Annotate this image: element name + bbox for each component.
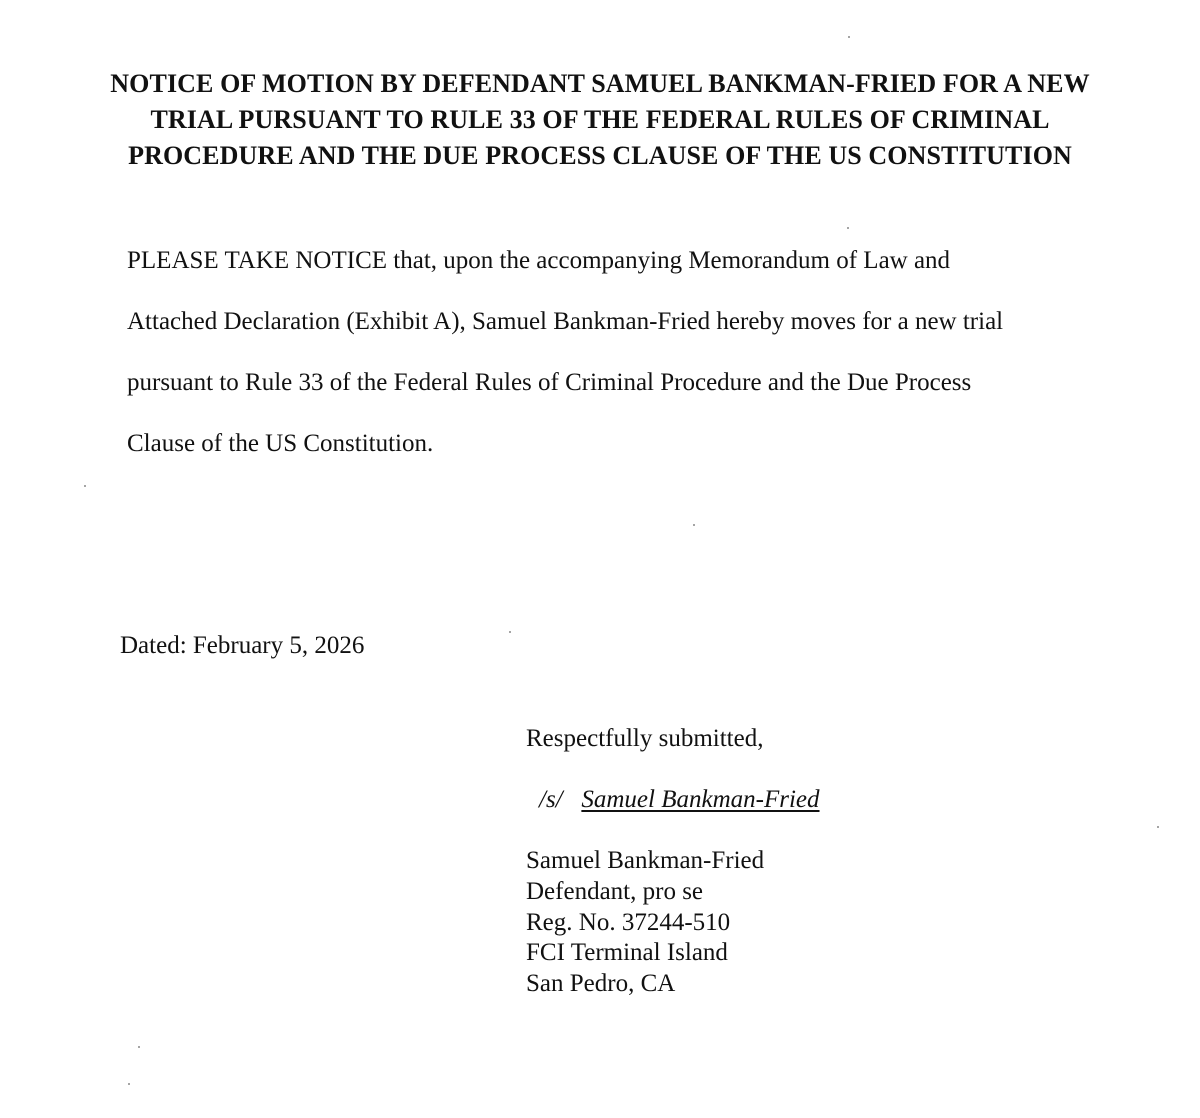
scan-speck [693,524,695,526]
document-title [40,66,1160,174]
signer-reg-no: Reg. No. 37244-510 [526,908,731,936]
dated-line: Dated: February 5, 2026 [120,632,365,659]
signer-block [526,846,764,1000]
scan-speck [128,1083,130,1085]
title-line-3: PROCEDURE AND THE DUE PROCESS CLAUSE OF THE US CONSTITUTION [128,141,1072,170]
signer-location: San Pedro, CA [526,970,676,998]
signature-prefix: /s/ [539,786,563,813]
body-line-1: PLEASE TAKE NOTICE that, upon the accompanying Memorandum of Law and [127,247,951,274]
closing-line: Respectfully submitted, [526,725,764,752]
body-line-4: Clause of the US Constitution. [127,430,434,457]
signer-facility: FCI Terminal Island [526,939,728,967]
title-line-2: TRIAL PURSUANT TO RULE 33 OF THE FEDERAL RULES OF CRIMINAL [150,105,1050,134]
scan-speck [847,227,849,229]
signature-space [569,786,575,813]
scan-speck [138,1046,140,1048]
signature-line [539,785,820,815]
body-line-2: Attached Declaration (Exhibit A), Samuel Bankman-Fried hereby moves for a new trial [127,308,1004,335]
body-line-3: pursuant to Rule 33 of the Federal Rules of Criminal Procedure and the Due Process [127,369,972,396]
signer-name: Samuel Bankman-Fried [526,847,765,874]
scan-speck [509,631,511,633]
scan-speck [848,36,850,38]
title-line-1: NOTICE OF MOTION BY DEFENDANT SAMUEL BANKMAN-FRIED FOR A NEW [110,69,1090,98]
signature-name: Samuel Bankman-Fried [581,786,820,813]
signer-role: Defendant, pro se [526,877,704,905]
scan-speck [1157,826,1159,828]
scan-speck [84,485,86,487]
